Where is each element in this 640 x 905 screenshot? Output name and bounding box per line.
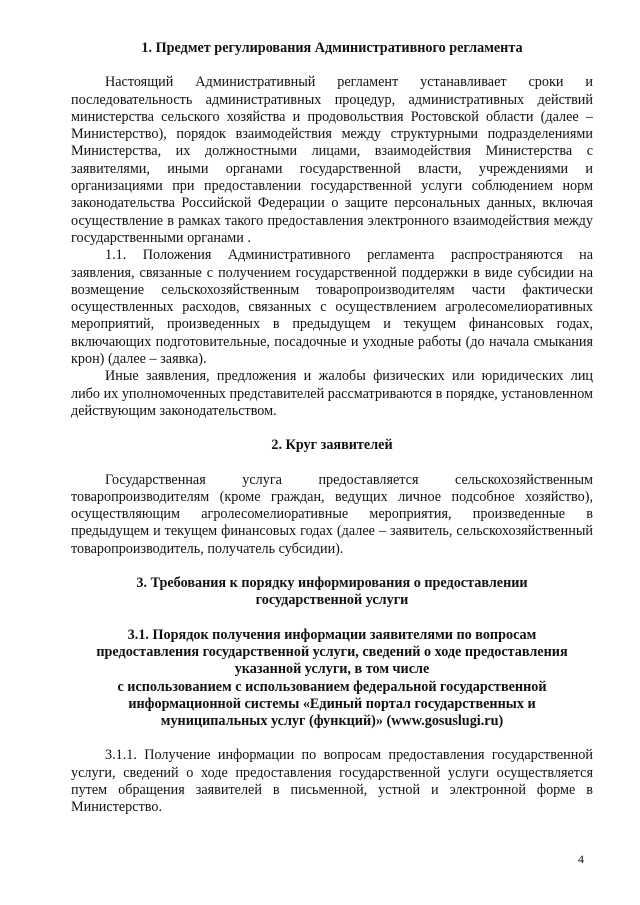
section-3-heading: [71, 575, 593, 610]
section-1-heading: 1. Предмет регулирования Административного регламента: [141, 40, 523, 56]
section-1-paragraph-1: Настоящий Административный регламент устанавливает сроки и последовательность административных процедур, административных действий министерства сельского хозяйства и продовольствия Ростовской области (далее – Министерство), порядок взаимодействия между структурными подразделениями Министерства, их должностными лицами, взаимодействия Министерства с заявителями, иными органами государственной власти, учреждениями и организациями при предоставлении государственной услуги соблюдением норм законодательства Российской Федерации о защите персональных данных, включая осуществление в рамках такого предоставления электронного взаимодействия между государственными органами .: [71, 74, 593, 246]
page-content: [71, 40, 593, 817]
section-3-paragraph-1: 3.1.1. Получение информации по вопросам предоставления государственной услуги, сведений о ходе предоставления государственной услуги осуществляется путем обращения заявителей в письменной, устной и электронной форме в Министерство.: [71, 747, 593, 816]
subsection-3-1-line-2: предоставления государственной услуги, сведений о ходе предоставления: [96, 643, 568, 660]
subsection-3-1-line-6: муниципальных услуг (функций)» (www.gosuslugi.ru): [160, 713, 504, 730]
section-2-heading: 2. Круг заявителей: [271, 437, 393, 454]
section-1-paragraph-2: 1.1. Положения Административного регламента распространяются на заявления, связанные с получением государственной поддержки в виде субсидии на возмещение сельскохозяйственным товаропроизводителям части фактически осуществленных расходов, связанных с осуществлением агролесомелиоративных мероприятий, произведенных в предыдущем и текущем финансовых годах, включающих подготовительные, посадочные и уходные работы (до начала смыкания крон) (далее – заявка).: [71, 247, 593, 368]
section-1-paragraph-3: Иные заявления, предложения и жалобы физических или юридических лиц либо их уполномоченных представителей рассматриваются в порядке, установленном действующим законодательством.: [71, 368, 593, 419]
subsection-3-1-line-5: информационной системы «Единый портал государственных и: [128, 695, 536, 712]
section-3-heading-line-1: 3. Требования к порядку информирования о предоставлении: [136, 575, 528, 592]
subsection-3-1-line-4: с использованием с использованием федеральной государственной: [117, 678, 547, 695]
section-2-paragraph-1: Государственная услуга предоставляется сельскохозяйственным товаропроизводителям (кроме граждан, ведущих личное подсобное хозяйство), осуществляющим агролесомелиоративные мероприятия, произведенные в предыдущем и текущем финансовых годах (далее – заявитель, сельскохозяйственный товаропроизводитель, получатель субсидии).: [71, 471, 593, 557]
subsection-3-1-line-3: указанной услуги, в том числе: [234, 661, 430, 678]
section-3-heading-line-2: государственной услуги: [255, 592, 409, 609]
subsection-3-1-heading: [71, 627, 593, 731]
subsection-3-1-line-1: 3.1. Порядок получения информации заявителями по вопросам: [127, 626, 537, 643]
page-number: 4: [578, 852, 584, 866]
